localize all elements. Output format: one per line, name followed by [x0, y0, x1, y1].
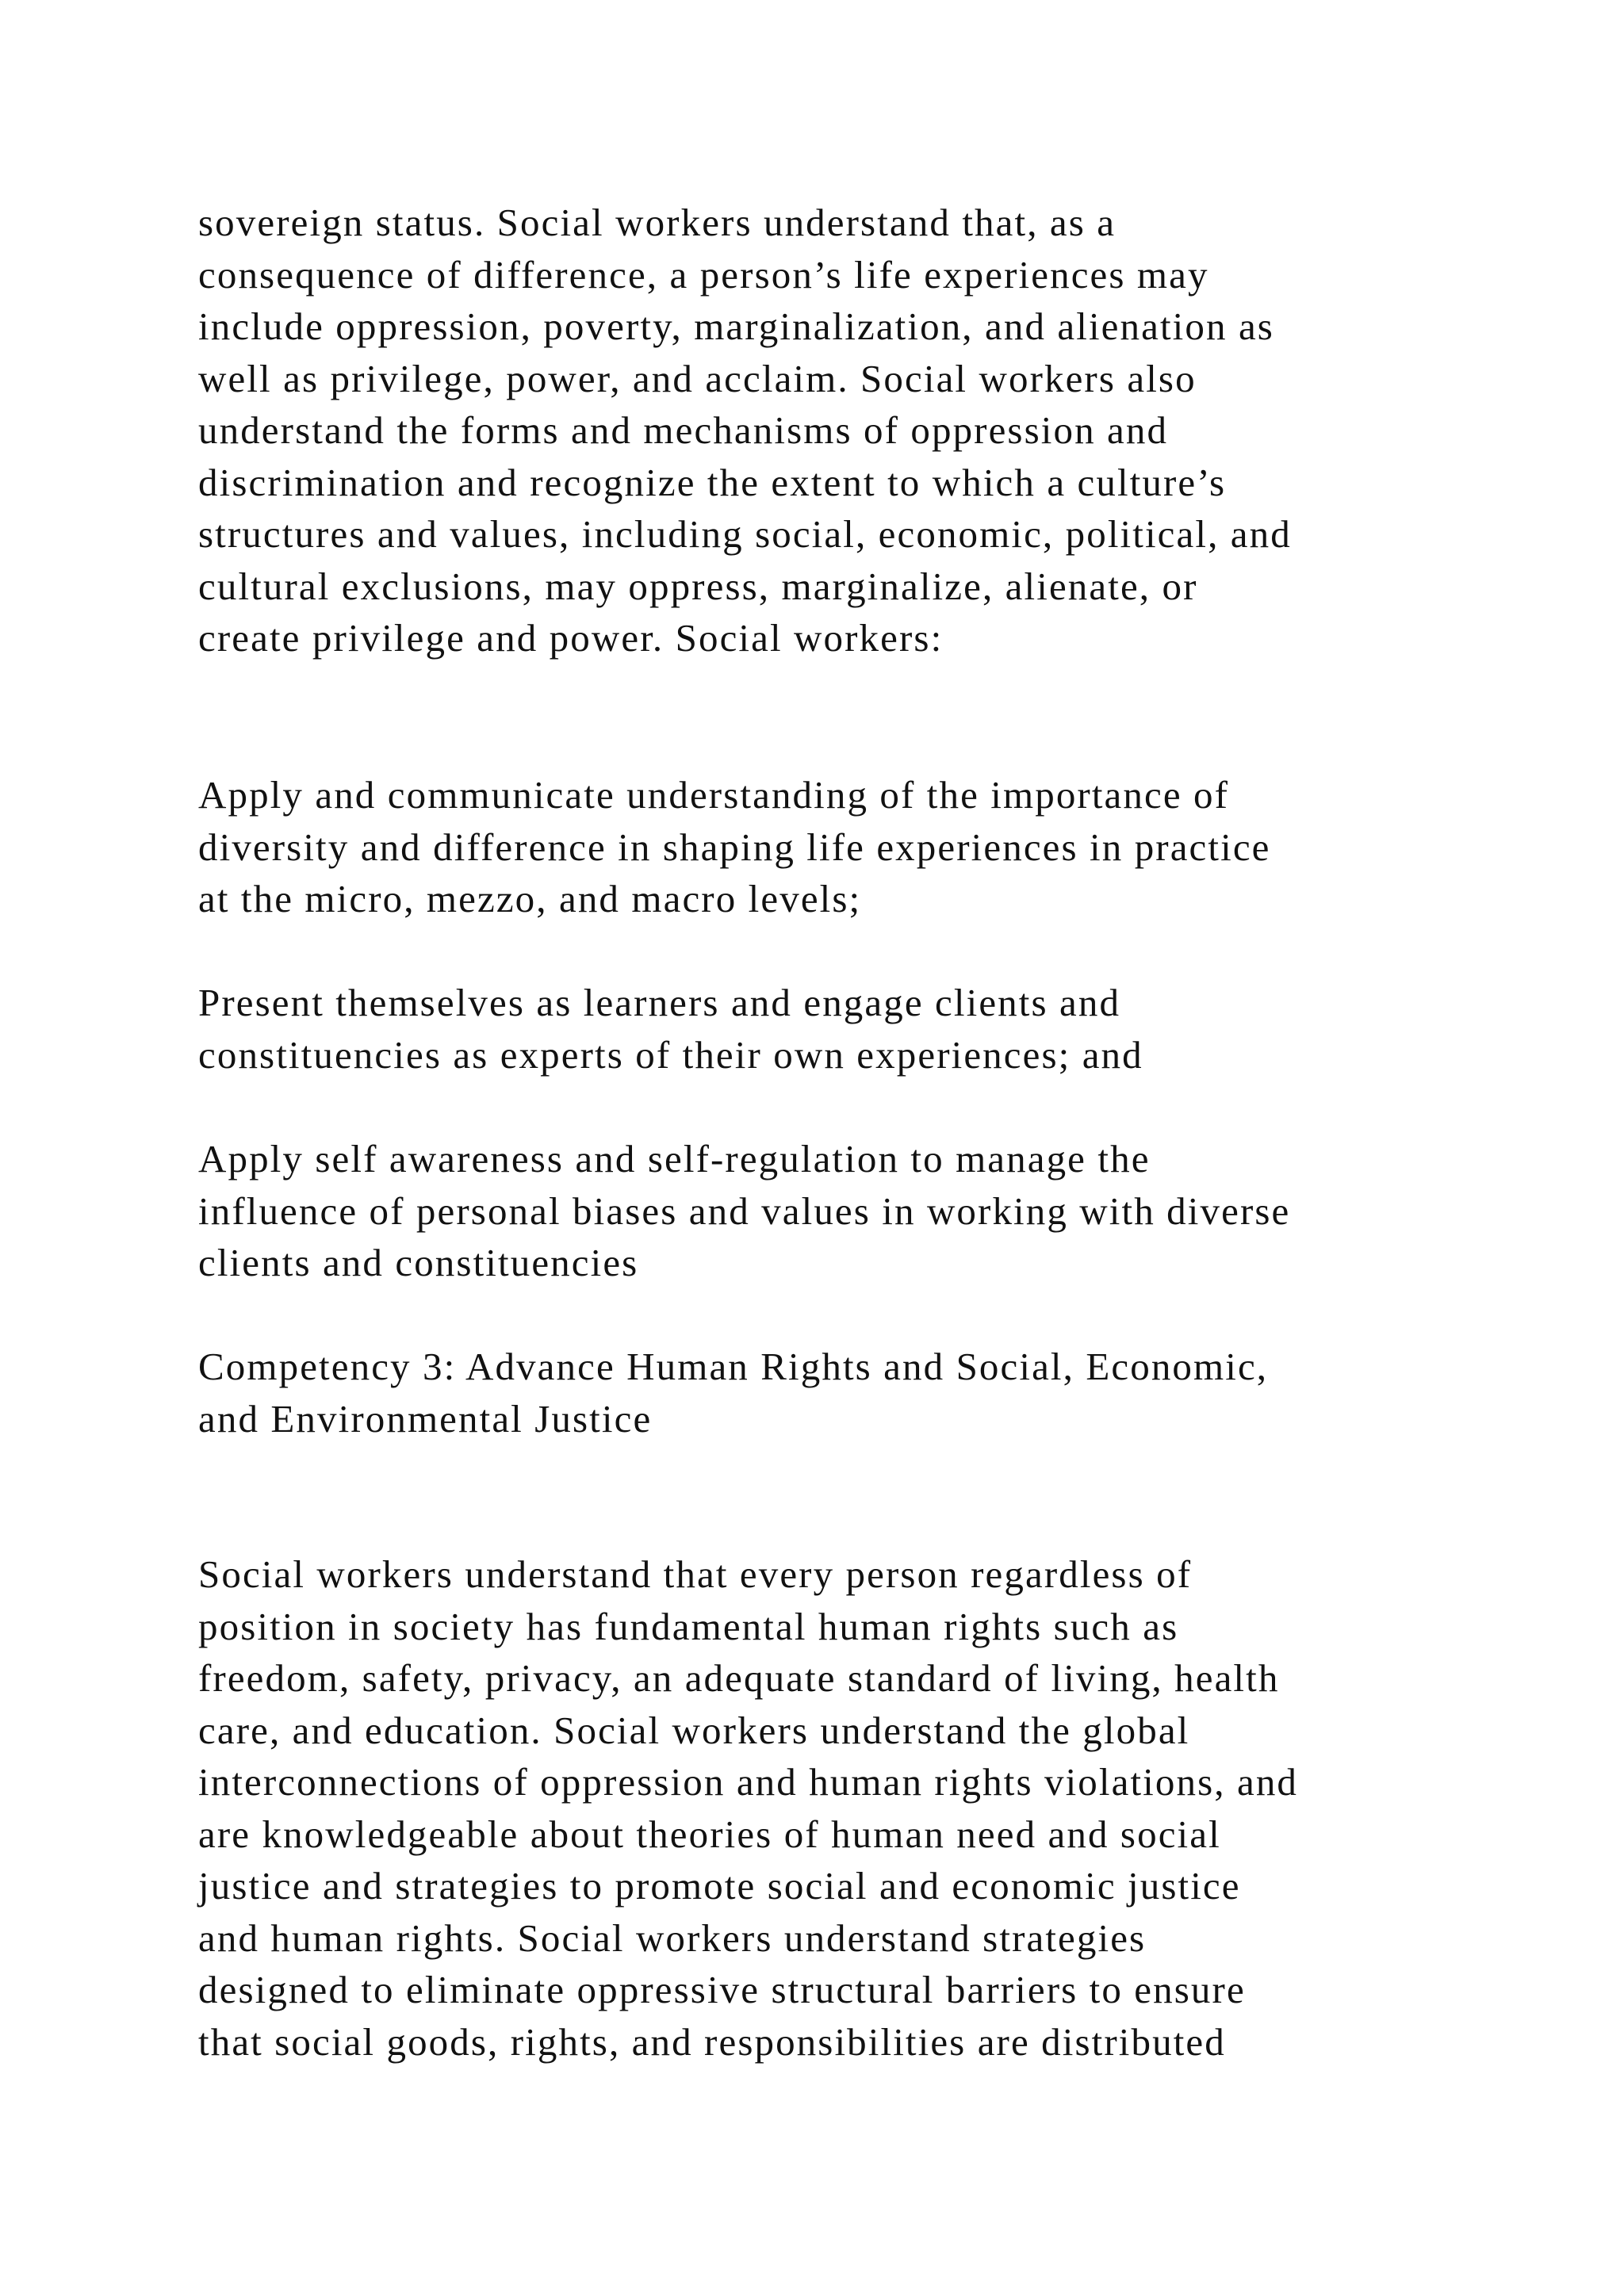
paragraph-human-rights: Social workers understand that every person regardless of position in society has fundamental human rights such as freedom, safety, privacy, an adequate standard of living, health care, and education. Social workers understand the global interconnections of oppression and human rights violations, and are knowledgeable about theories of human need and social justice and strategies to promote social and economic justice and human rights. Social workers understand strategies designed to eliminate oppressive structural barriers to ensure that social goods, rights, and responsibilities are distributed	[198, 1552, 1299, 2064]
list-item-apply-communicate: Apply and communicate understanding of the importance of diversity and difference in shaping life experiences in practice at the micro, mezzo, and macro levels;	[198, 773, 1271, 920]
section-heading-competency-3: Competency 3: Advance Human Rights and Social, Economic, and Environmental Justice	[198, 1345, 1269, 1441]
paragraph-diversity-continued: sovereign status. Social workers understand that, as a consequence of difference, a person’s life experiences may include oppression, poverty, marginalization, and alienation as well as privilege, power, and acclaim. Social workers also understand the forms and mechanisms of oppression and discrimination and recognize the extent to which a culture’s structures and values, including social, economic, political, and cultural exclusions, may oppress, marginalize, alienate, or create privilege and power. Social workers:	[198, 201, 1292, 660]
list-item-present-themselves: Present themselves as learners and engage clients and constituencies as experts of their own experiences; and	[198, 981, 1143, 1077]
list-item-self-awareness: Apply self awareness and self-regulation to manage the influence of personal biases and values in working with diverse clients and constituencies	[198, 1137, 1291, 1284]
